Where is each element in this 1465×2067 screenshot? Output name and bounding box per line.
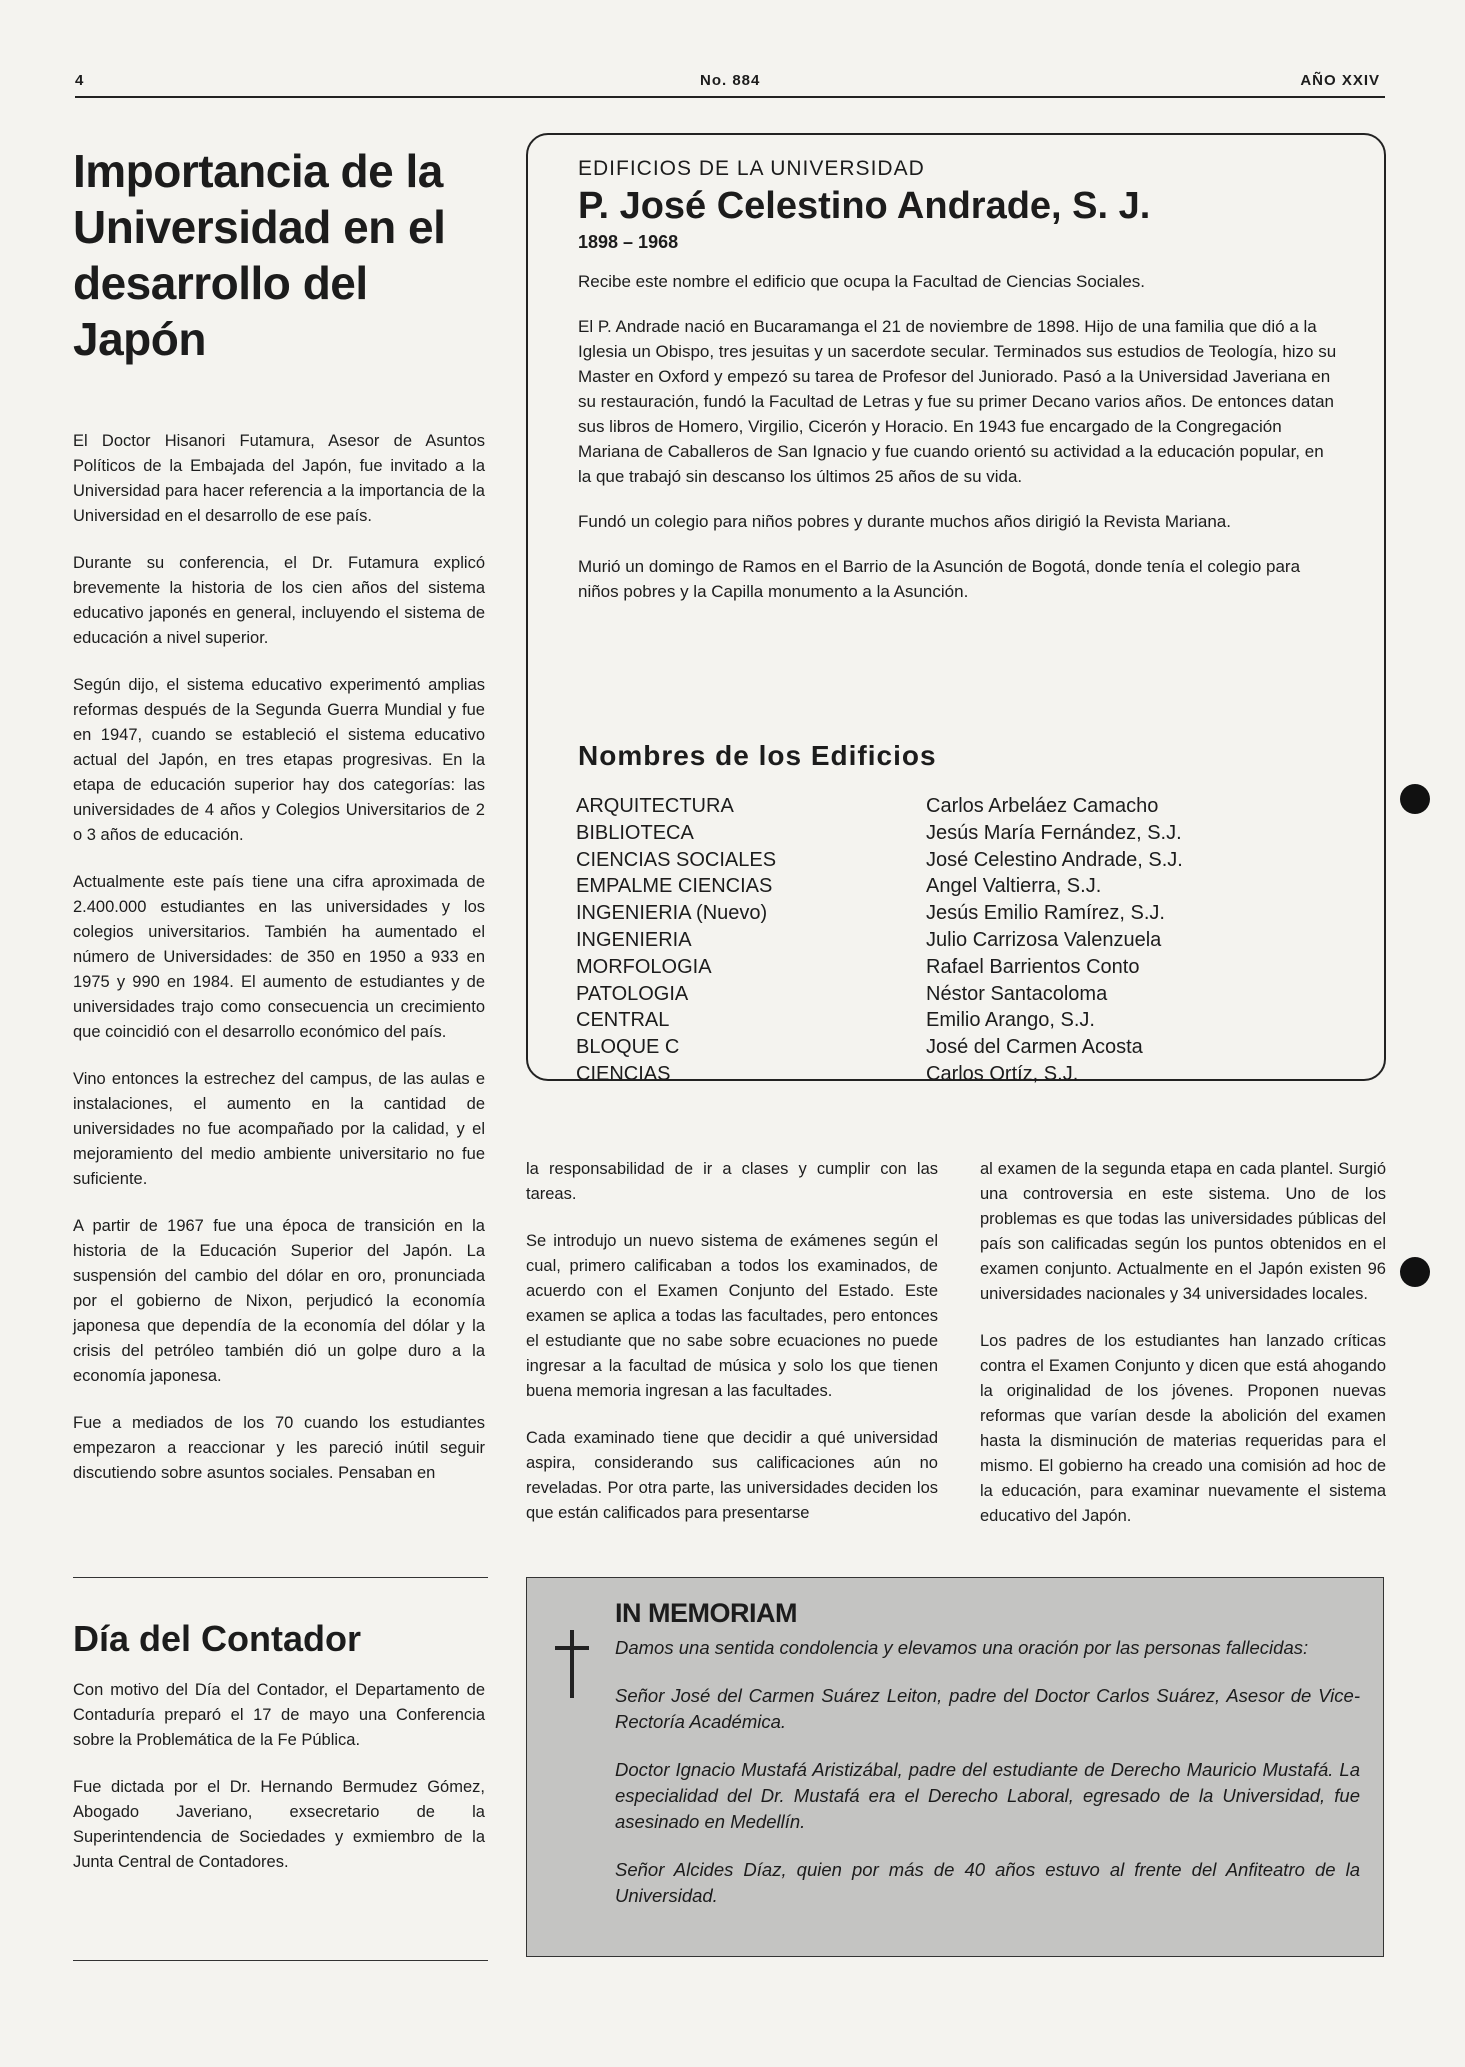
honoree-name: Jesús María Fernández, S.J. — [926, 821, 1182, 844]
punch-hole-mark — [1400, 784, 1430, 814]
article-paragraph: Según dijo, el sistema educativo experimentó amplias reformas después de la Segunda Guerra Mundial y fue en 1947, cuando se estableció el sistema educativo actual del Japón, en tres etapas progresivas. En la etapa de educación superior hay dos categorías: las universidades de 4 años y Colegios Universitarios de 2 o 3 años de educación. — [73, 676, 485, 844]
article-title: Importancia de la Universidad en el desarrollo del Japón — [73, 145, 446, 365]
article-paragraph: Durante su conferencia, el Dr. Futamura explicó brevemente la historia de los cien años del sistema educativo japonés en general, incluyendo el sistema de educación a nivel superior. — [73, 554, 485, 647]
honoree-name: Rafael Barrientos Conto — [926, 955, 1140, 978]
honoree-name: Emilio Arango, S.J. — [926, 1009, 1095, 1032]
nombres-edificios-title: Nombres de los Edificios — [578, 740, 937, 771]
memoriam-paragraph: Señor Alcides Díaz, quien por más de 40 años estuvo al frente del Anfiteatro de la Universidad. — [615, 1859, 1360, 1906]
edificios-paragraph: Murió un domingo de Ramos en el Barrio de la Asunción de Bogotá, donde tenía el colegio para niños pobres y la Capilla monumento a la Asunción. — [578, 557, 1301, 601]
article-paragraph: la responsabilidad de ir a clases y cumplir con las tareas. — [526, 1160, 938, 1203]
building-name: INGENIERIA — [576, 928, 692, 951]
buildings-list — [576, 793, 906, 1088]
article-paragraph: Fue a mediados de los 70 cuando los estudiantes empezaron a reaccionar y les pareció inútil seguir discutiendo sobre asuntos sociales. Pensaban en — [73, 1414, 485, 1482]
edificios-box — [526, 133, 1386, 1085]
names-list — [926, 793, 1346, 1088]
article-japon — [73, 143, 485, 1508]
dia-contador-paragraph: Fue dictada por el Dr. Hernando Bermudez Gómez, Abogado Javeriano, exsecretario de la Superintendencia de Sociedades y exmiembro de la Junta Central de Contadores. — [73, 1778, 485, 1871]
building-name: BIBLIOTECA — [576, 821, 694, 844]
honoree-name: Néstor Santacoloma — [926, 982, 1108, 1005]
in-memoriam-box — [526, 1577, 1384, 1957]
building-name: PATOLOGIA — [576, 982, 689, 1005]
honoree-name: Carlos Ortíz, S.J. — [926, 1062, 1079, 1085]
article-paragraph: A partir de 1967 fue una época de transición en la historia de la Educación Superior del Japón. La suspensión del cambio del dólar en oro, pronunciada por el gobierno de Nixon, perjudicó la economía japonesa que dependía de la economía del dólar y la crisis del petróleo también dió un golpe duro a la economía japonesa. — [73, 1217, 485, 1385]
building-name: CENTRAL — [576, 1009, 670, 1032]
building-name: EMPALME CIENCIAS — [576, 875, 773, 898]
bottom-rule — [73, 1960, 488, 1961]
cross-icon — [555, 1630, 589, 1698]
article-paragraph: Cada examinado tiene que decidir a qué universidad aspira, considerando sus calificaciones aún no reveladas. Por otra parte, las universidades deciden los que están calificados para presentarse — [526, 1429, 938, 1522]
edificios-paragraph: El P. Andrade nació en Bucaramanga el 21 de noviembre de 1898. Hijo de una familia que dió a la Iglesia un Obispo, tres jesuitas y un sacerdote secular. Terminados sus estudios de Teología, hizo su Master en Oxford y empezó su tarea de Profesor del Juniorado. Pasó a la Universidad Javeriana en su restauración, fundó la Facultad de Letras y fue su primer Decano varios años. De entonces datan sus libros de Homero, Virgilio, Cicerón y Horacio. En 1943 fue encargado de la Congregación Mariana de Caballeros de San Ignacio y fue cuando orientó su actividad a la educación popular, en la que trabajó sin descanso los últimos 25 años de su vida. — [578, 317, 1337, 486]
article-continuation-col3 — [980, 1157, 1386, 1551]
issue-number: No. 884 — [700, 72, 761, 89]
building-person-name: P. José Celestino Andrade, S. J. — [578, 185, 1151, 227]
article-continuation-col2 — [526, 1157, 938, 1548]
dia-contador-paragraph: Con motivo del Día del Contador, el Departamento de Contaduría preparó el 17 de mayo una Conferencia sobre la Problemática de la Fe Pública. — [73, 1681, 485, 1749]
header-rule — [75, 96, 1385, 98]
section-divider — [73, 1577, 488, 1578]
memoriam-paragraph: Damos una sentida condolencia y elevamos una oración por las personas fallecidas: — [615, 1637, 1309, 1658]
person-years: 1898 – 1968 — [578, 232, 679, 252]
building-name: ARQUITECTURA — [576, 795, 734, 817]
honoree-name: José Celestino Andrade, S.J. — [926, 848, 1183, 871]
article-paragraph: Los padres de los estudiantes han lanzado críticas contra el Examen Conjunto y dicen que está ahogando la originalidad de los jóvenes. Proponen nuevas reformas que varían desde la abolición del examen hasta la disminución de materias requeridas para el mismo. El gobierno ha creado una comisión ad hoc de la educación, para examinar nuevamente el sistema educativo del Japón. — [980, 1332, 1386, 1525]
building-name: INGENIERIA (Nuevo) — [576, 902, 768, 925]
article-paragraph: El Doctor Hisanori Futamura, Asesor de Asuntos Políticos de la Embajada del Japón, fue invitado a la Universidad para hacer referencia a la importancia de la Universidad en el desarrollo de ese país. — [73, 432, 485, 525]
article-paragraph: Se introdujo un nuevo sistema de exámenes según el cual, primero calificaban a todos los examinados, de acuerdo con el Examen Conjunto del Estado. Este examen se aplica a todas las facultades, pero entonces el estudiante que no sabe sobre ecuaciones no puede ingresar a la facultad de música y solo los que tienen buena memoria ingresan a las facultades. — [526, 1232, 938, 1400]
honoree-name: Carlos Arbeláez Camacho — [926, 795, 1159, 817]
punch-hole-mark — [1400, 1257, 1430, 1287]
memoriam-paragraph: Señor José del Carmen Suárez Leiton, padre del Doctor Carlos Suárez, Asesor de Vice-Rectoría Académica. — [615, 1685, 1360, 1732]
article-paragraph: Actualmente este país tiene una cifra aproximada de 2.400.000 estudiantes en las universidades y los colegios universitarios. También ha aumentado el número de Universidades: de 350 en 1950 a 933 en 1975 y 990 en 1984. El aumento de estudiantes y de universidades trajo como consecuencia un crecimiento que coincidió con el desarrollo económico del país. — [73, 873, 485, 1041]
building-name: CIENCIAS SOCIALES — [576, 848, 777, 871]
edificios-paragraph: Recibe este nombre el edificio que ocupa la Facultad de Ciencias Sociales. — [578, 272, 1145, 291]
page-number: 4 — [75, 72, 85, 89]
year-label: AÑO XXIV — [1300, 72, 1380, 89]
edificios-eyebrow: EDIFICIOS DE LA UNIVERSIDAD — [578, 157, 925, 180]
dia-contador — [73, 1618, 485, 1897]
honoree-name: José del Carmen Acosta — [926, 1036, 1143, 1059]
memoriam-title: IN MEMORIAM — [615, 1598, 797, 1628]
dia-contador-title: Día del Contador — [73, 1618, 362, 1659]
memoriam-paragraph: Doctor Ignacio Mustafá Aristizábal, padre del estudiante de Derecho Mauricio Mustafá. La especialidad del Dr. Mustafá era el Derecho Laboral, egresado de la Universidad, fue asesinado en Medellín. — [615, 1759, 1360, 1832]
building-name: CIENCIAS — [576, 1062, 671, 1085]
edificios-paragraph: Fundó un colegio para niños pobres y durante muchos años dirigió la Revista Mariana. — [578, 512, 1231, 531]
honoree-name: Angel Valtierra, S.J. — [926, 875, 1102, 898]
honoree-name: Julio Carrizosa Valenzuela — [926, 928, 1162, 951]
article-paragraph: Vino entonces la estrechez del campus, de las aulas e instalaciones, el aumento en la cantidad de universidades no fue acompañado por la calidad, y el mejoramiento del medio ambiente universitario no fue suficiente. — [73, 1070, 485, 1188]
article-paragraph: al examen de la segunda etapa en cada plantel. Surgió una controversia en este sistema. Uno de los problemas es que todas las universidades públicas del país son calificadas según los puntos obtenidos en el examen conjunto. Actualmente en el Japón existen 96 universidades nacionales y 34 universidades locales. — [980, 1160, 1386, 1303]
building-name: BLOQUE C — [576, 1036, 680, 1059]
honoree-name: Jesús Emilio Ramírez, S.J. — [926, 902, 1165, 925]
building-name: MORFOLOGIA — [576, 955, 712, 978]
